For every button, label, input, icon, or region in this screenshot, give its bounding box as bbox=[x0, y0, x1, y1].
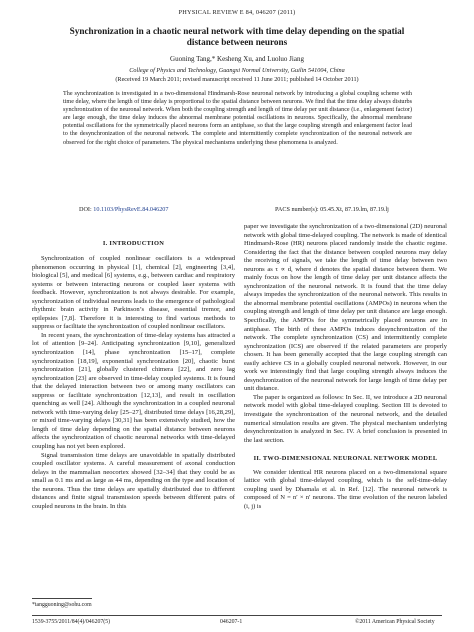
footer-issn: 1539-3755/2011/84(4)/046207(5) bbox=[32, 619, 111, 625]
section-heading-introduction: I. INTRODUCTION bbox=[102, 240, 165, 247]
running-head: PHYSICAL REVIEW E 84, 046207 (2011) bbox=[178, 9, 296, 16]
footer-page-number: 046207-1 bbox=[220, 619, 243, 625]
doi-label: DOI: bbox=[79, 206, 92, 213]
model-paragraph-1: We consider identical HR neurons placed on a two-dimensional square lattice with global time-delayed coupling, which is the self-time-delay coupling used by Dhamala et al. in Ref. [12]. The neuronal network is composed of N = n′ × n′ neurons. The time evolution of the neuron labeled (i, j) is bbox=[244, 468, 447, 510]
doi-line bbox=[79, 206, 169, 213]
affiliation: College of Physics and Technology, Guangxi Normal University, Guilin 541004, China bbox=[129, 67, 345, 74]
pacs-numbers: PACS number(s): 05.45.Xt, 87.19.lm, 87.19.lj bbox=[275, 206, 389, 213]
publication-dates: (Received 19 March 2011; revised manuscript received 11 June 2011; published 14 October 2011) bbox=[115, 76, 359, 83]
doi-link[interactable]: 10.1103/PhysRevE.84.046207 bbox=[93, 206, 169, 213]
intro-paragraph-5: The paper is organized as follows: In Sec. II, we introduce a 2D neuronal network model with global time-delayed coupling. Section III is devoted to investigate the synchronization of the neuronal network, and the detailed numerical simulation results are given. The physical mechanism underlying desynchronization is analyzed in Sec. IV. A brief conclusion is presented in the last section. bbox=[244, 393, 447, 444]
intro-paragraph-2: In recent years, the synchronization of time-delay systems has attracted a lot of attention [9–24]. Anticipating synchronization [9,10], generalized synchronization [14], phase synchronization [15–17], complete synchronization [18,19], exponential synchronization [20], chaotic burst synchronization [21], globally clustered chimera [22], and zero lag synchronization [23] are observed in time-delay coupled systems. It is found that the delayed interaction between two or among many oscillators can suppress or facilitate synchronization [12,13], and result in oscillation quenching as well [24]. Although the synchronization in a coupled neuronal network with time-varying delay [25–27], distributed time delays [16,28,29], or mixed time-varying delays [30,31] has been extensively studied, how the length of time delay depending on the spatial distance between neurons affects the synchronization of chaotic neuronal networks with time-delayed coupling has not yet been explored. bbox=[32, 331, 235, 451]
right-column bbox=[244, 223, 447, 512]
left-column bbox=[32, 240, 235, 511]
intro-paragraph-1: Synchronization of coupled nonlinear oscillators is a widespread phenomenon occurring in physical [1], chemical [2], engineering [3,4], biological [5], and medical [6] systems, e.g., between cardiac and respiratory systems or between interacting neurons or coupled laser systems with feedback. However, synchronization is not always desirable. For example, synchronization of individual neurons leads to the emergence of pathological rhythmic brain activity in Parkinson’s disease, essential tremor, and epilepsies [7,8]. Therefore it is interesting to find various methods to suppress or facilitate the synchronization of coupled nonlinear oscillators. bbox=[32, 255, 235, 331]
footnote-email: *tangguoning@sohu.com bbox=[32, 602, 92, 608]
intro-paragraph-4: paper we investigate the synchronization of a two-dimensional (2D) neuronal network with global time-delayed coupling. The network is made of identical Hindmarsh-Rose (HR) neurons placed randomly inside the chaotic regime. Considering the fact that the distance between coupled neurons may delay the receiving of signals, we take the length of time delay between two neurons as τ ∝ d, where d denotes the spatial distance between them. We mainly focus on how the length of time delay per unit distance affects the synchronization of the neuronal network. It is found that the time delay always impedes the synchronization of the neuronal network. This results in the abnormal membrane potential oscillations (AMPOs) in neurons when the coupling strength and length of time delay per unit distance are large enough. Specifically, the AMPOs for the symmetrically placed neurons are in antiphase. The birth of these AMPOs induces desynchronization of the network. The complete synchronization (CS) and intermittently complete synchronization (ICS) are observed if the related parameters are properly chosen. It has been generally accepted that the large coupling strength can easily achieve CS in a globally coupled neuronal network. However, in our work we interestingly find that large coupling strength always induces the desynchronization of the neuronal network for large length of time delay per unit distance. bbox=[244, 223, 447, 393]
intro-paragraph-3: Signal transmission time delays are unavoidable in spatially distributed coupled oscillator systems. A careful measurement of axonal conduction delays in the mammalian neocortex showed [32–34] that they could be as small as 0.1 ms and as large as 44 ms, depending on the type and location of the neurons. Thus the time delays are spatially distributed due to different distances and finite signal transmission speeds between different pairs of coupled neurons in the brain. In this bbox=[32, 451, 235, 510]
abstract: The synchronization is investigated in a two-dimensional Hindmarsh-Rose neuronal network by introducing a global coupling scheme with time delay, where the length of time delay is proportional to the spatial distance between neurons. We find that the time delay always disturbs synchronization of the neuronal network. When both the coupling strength and length of time delay per unit distance (i.e., enlargement factor) are large enough, the time delay induces the abnormal membrane potential oscillations in neurons. Specifically, the abnormal membrane potential oscillations for the symmetrically placed neurons form an antiphase, so that the large coupling strength and enlargement factor lead to the desynchronization of the neuronal network. The complete and intermittently complete synchronization of the neuronal network are observed for the right choice of parameters. The physical mechanisms underlying these phenomena is analyzed. bbox=[63, 91, 412, 146]
authors: Guoning Tang,* Kesheng Xu, and Luoluo Jiang bbox=[170, 55, 304, 63]
footnote-divider bbox=[32, 598, 92, 599]
paper-title: Synchronization in a chaotic neural network with time delay depending on the spatial distance between neurons bbox=[69, 26, 405, 47]
section-heading-model: II. TWO-DIMENSIONAL NEURONAL NETWORK MODEL bbox=[253, 455, 438, 463]
footer-divider bbox=[32, 615, 442, 616]
footer-copyright: ©2011 American Physical Society bbox=[355, 619, 435, 625]
